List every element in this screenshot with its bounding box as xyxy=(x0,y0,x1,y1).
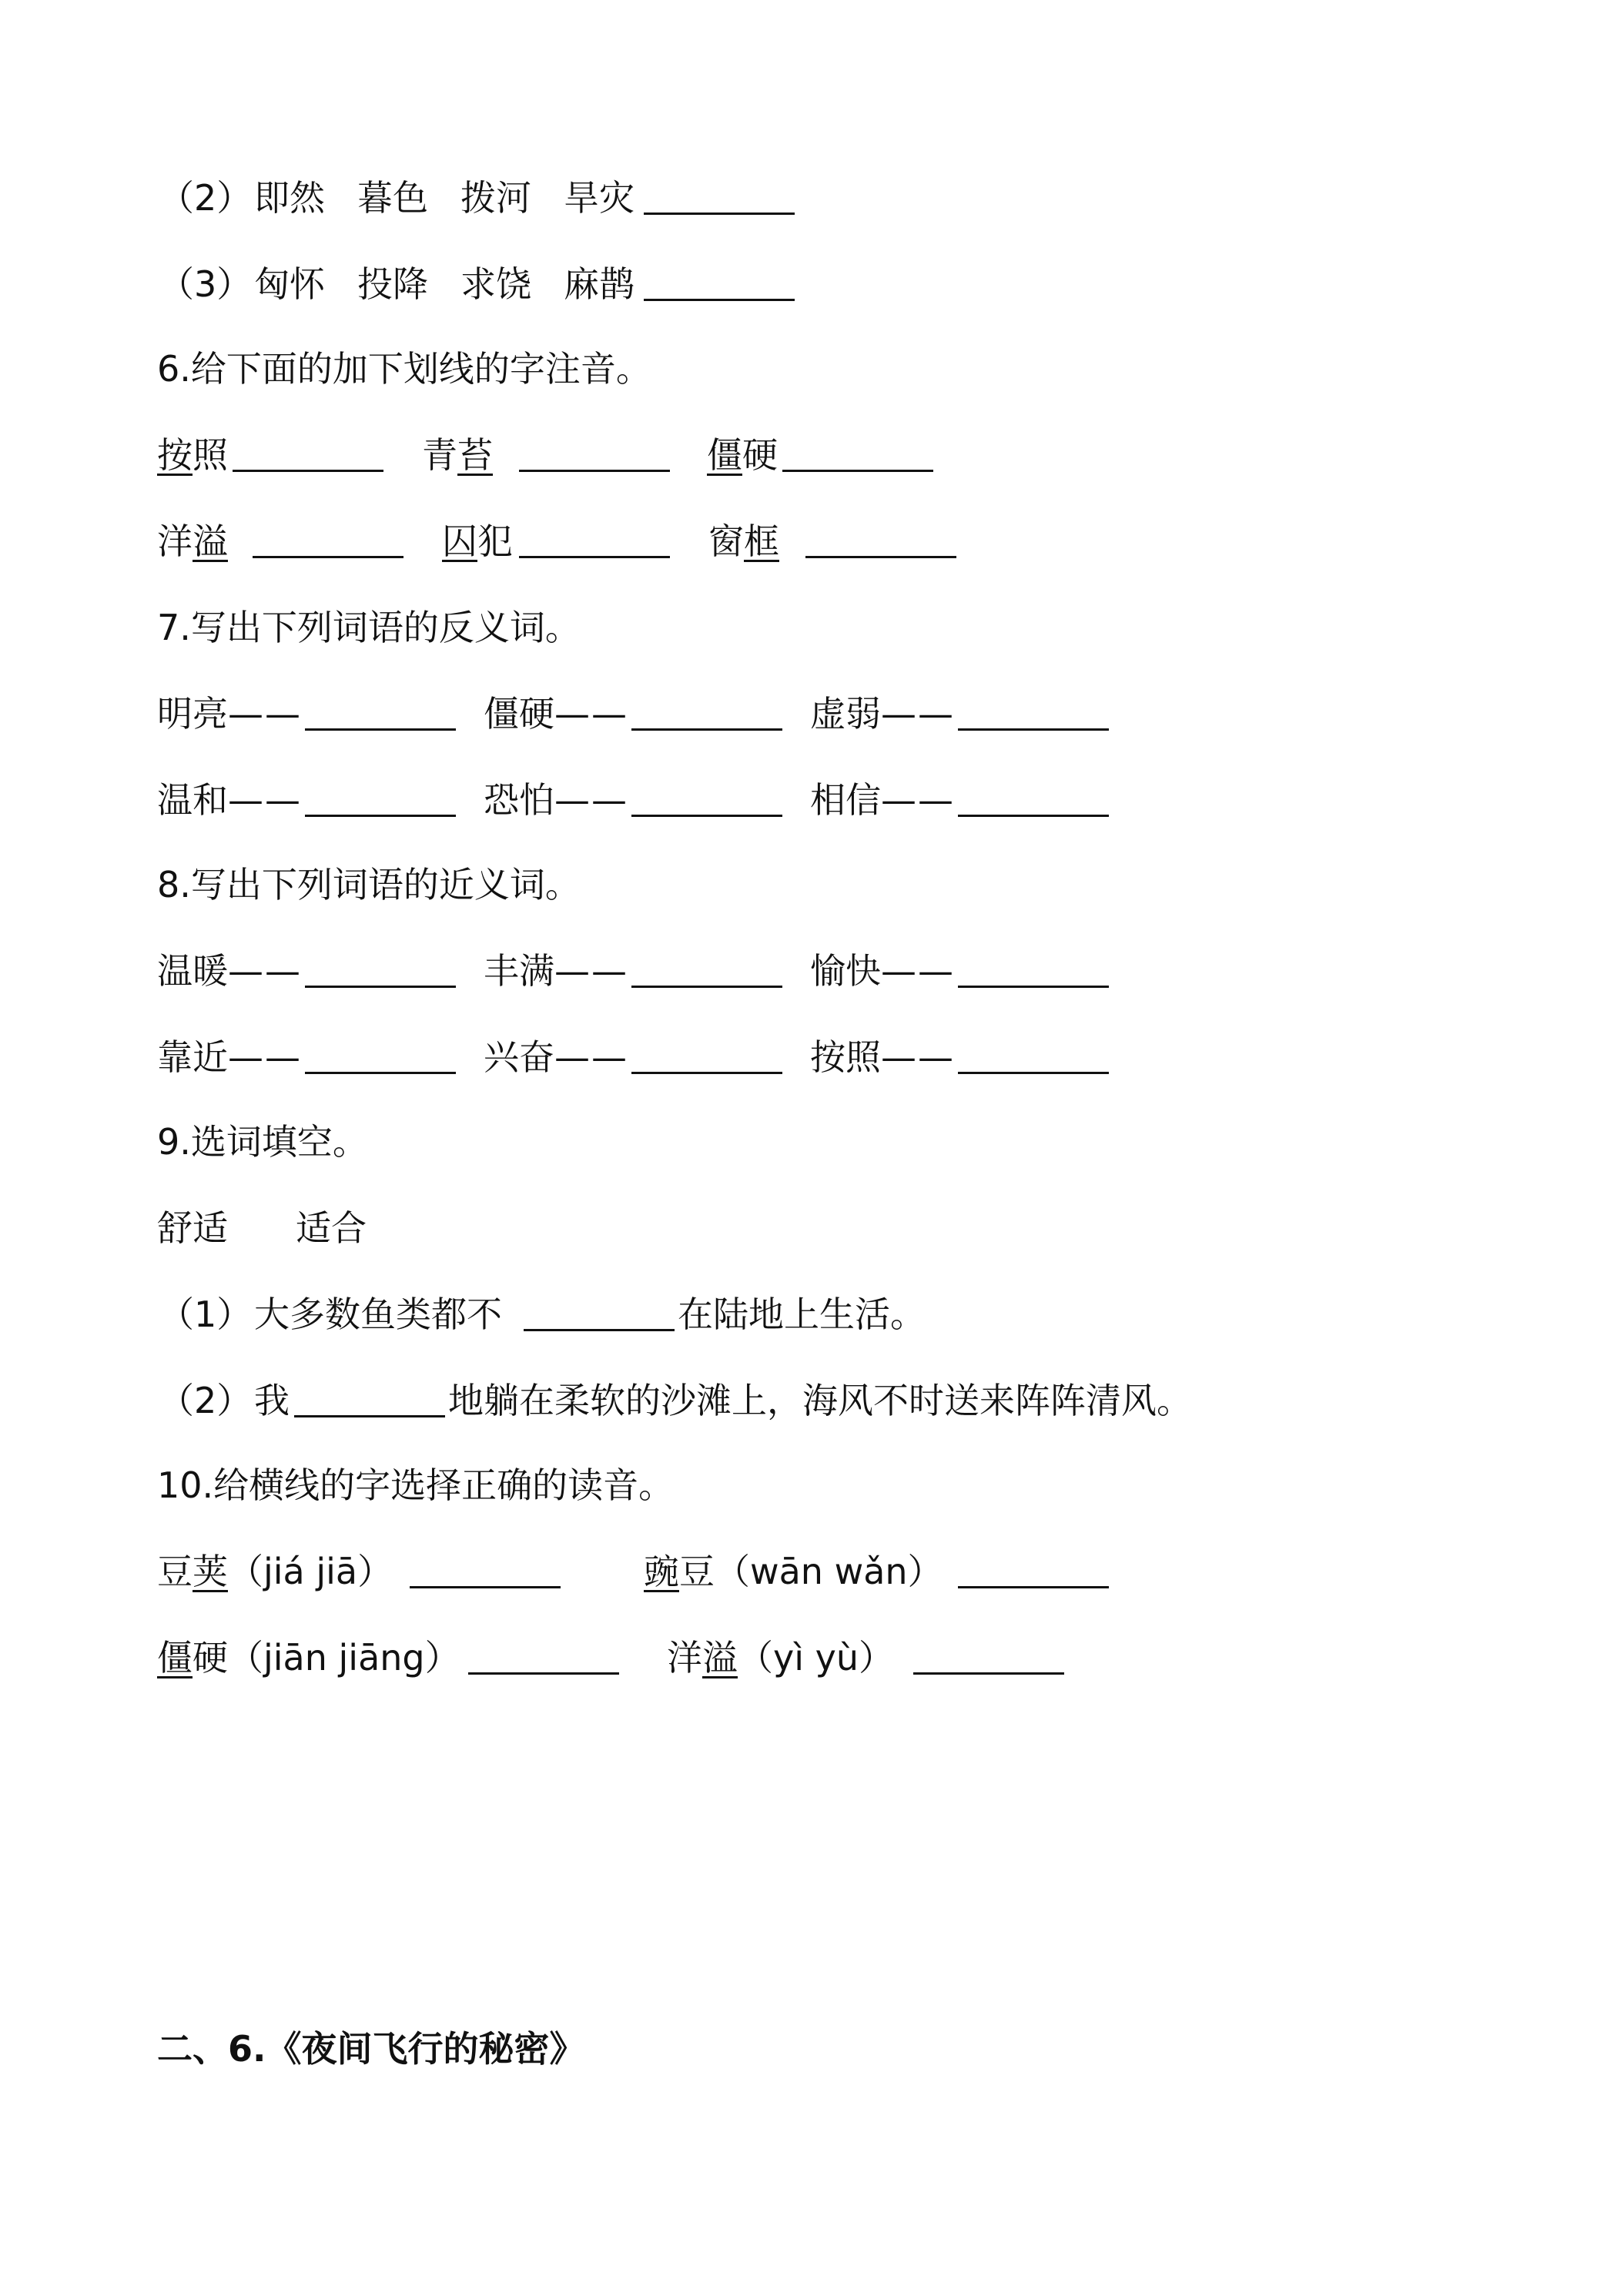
underlined-char: 框 xyxy=(744,520,779,562)
q6-word xyxy=(422,431,493,479)
answer-blank[interactable] xyxy=(958,776,1109,817)
q8-prompt-text: 8.写出下列词语的近义词。 xyxy=(157,864,581,905)
q5-item-3-word-2: 投降 xyxy=(357,263,428,305)
word-pre: 青 xyxy=(422,434,457,476)
q6-word xyxy=(707,431,778,479)
q5-item-3-word-1: 匈怀 xyxy=(254,263,325,305)
pinyin-item xyxy=(644,1548,943,1595)
answer-blank[interactable] xyxy=(913,1634,1064,1675)
underlined-char: 荚 xyxy=(193,1551,228,1592)
sentence-after: 地躺在柔软的沙滩上，海风不时送来阵阵清风。 xyxy=(448,1380,1192,1421)
word-rest: 豆 xyxy=(679,1551,715,1592)
antonym-item xyxy=(810,690,955,738)
pinyin-item xyxy=(157,1634,460,1682)
answer-blank[interactable] xyxy=(305,947,456,988)
q5-item-3-label: （3） xyxy=(159,263,253,305)
word: 虚弱 xyxy=(810,693,881,735)
dash: —— xyxy=(554,1036,628,1078)
dash: —— xyxy=(881,693,955,735)
dash: —— xyxy=(881,1036,955,1078)
word-pre: 洋 xyxy=(667,1637,702,1678)
underlined-char: 按 xyxy=(157,434,193,476)
dash: —— xyxy=(228,1036,302,1078)
word-rest: 犯 xyxy=(477,520,513,562)
dash: —— xyxy=(554,950,628,992)
answer-blank[interactable] xyxy=(631,1033,782,1074)
item-label: （2） xyxy=(159,1380,253,1421)
answer-blank[interactable] xyxy=(631,776,782,817)
answer-blank[interactable] xyxy=(305,690,456,731)
answer-blank[interactable] xyxy=(958,1548,1109,1588)
answer-blank[interactable] xyxy=(519,431,670,472)
underlined-char: 僵 xyxy=(157,1637,193,1678)
word: 温和 xyxy=(157,779,228,821)
dash: —— xyxy=(881,950,955,992)
antonym-item xyxy=(157,690,302,738)
section-heading-text: 二、6.《夜间飞行的秘密》 xyxy=(157,2028,585,2070)
word: 兴奋 xyxy=(484,1036,554,1078)
answer-blank[interactable] xyxy=(233,431,383,472)
underlined-char: 僵 xyxy=(707,434,742,476)
answer-blank[interactable] xyxy=(305,1033,456,1074)
answer-blank[interactable] xyxy=(631,690,782,731)
antonym-item xyxy=(484,690,628,738)
answer-blank[interactable] xyxy=(294,1377,445,1417)
word: 明亮 xyxy=(157,693,228,735)
q5-item-3-word-4: 麻鹊 xyxy=(564,263,635,305)
q7-prompt-text: 7.写出下列词语的反义词。 xyxy=(157,607,581,648)
synonym-item xyxy=(157,947,302,995)
dash: —— xyxy=(554,779,628,821)
word-rest: 硬 xyxy=(193,1637,228,1678)
answer-blank[interactable] xyxy=(782,431,933,472)
word-pre: 洋 xyxy=(157,520,193,562)
word: 愉快 xyxy=(810,950,881,992)
q5-item-2-word-4: 旱灾 xyxy=(564,177,635,219)
word: 恐怕 xyxy=(484,779,554,821)
dash: —— xyxy=(228,693,302,735)
pinyin-options: （wān wǎn） xyxy=(715,1551,943,1592)
underlined-char: 溢 xyxy=(702,1637,738,1678)
answer-blank[interactable] xyxy=(644,174,795,215)
item-label: （1） xyxy=(159,1294,253,1335)
option-word: 舒适 xyxy=(157,1207,228,1249)
antonym-item xyxy=(810,776,955,824)
sentence-after: 在陆地上生活。 xyxy=(678,1294,926,1335)
q6-prompt-text: 6.给下面的加下划线的字注音。 xyxy=(157,348,651,390)
synonym-item xyxy=(810,947,955,995)
answer-blank[interactable] xyxy=(410,1548,561,1588)
underlined-char: 溢 xyxy=(193,520,228,562)
pinyin-item xyxy=(157,1548,393,1595)
word-pre: 窗 xyxy=(708,520,744,562)
q5-item-2-word-1: 即然 xyxy=(254,177,325,219)
q5-item-2-word-3: 拨河 xyxy=(460,177,531,219)
antonym-item xyxy=(484,776,628,824)
sentence-before: 大多数鱼类都不 xyxy=(254,1294,502,1335)
word: 僵硬 xyxy=(484,693,554,735)
dash: —— xyxy=(228,950,302,992)
answer-blank[interactable] xyxy=(631,947,782,988)
q5-item-2-word-2: 暮色 xyxy=(357,177,428,219)
word: 按照 xyxy=(810,1036,881,1078)
word-rest: 照 xyxy=(193,434,228,476)
word-rest: 硬 xyxy=(742,434,778,476)
answer-blank[interactable] xyxy=(524,1290,675,1331)
word: 靠近 xyxy=(157,1036,228,1078)
q6-word xyxy=(708,517,779,565)
pinyin-item xyxy=(667,1634,894,1682)
q10-prompt-text: 10.给横线的字选择正确的读音。 xyxy=(157,1464,675,1506)
answer-blank[interactable] xyxy=(253,517,403,558)
word: 相信 xyxy=(810,779,881,821)
word-pre: 豆 xyxy=(157,1551,193,1592)
q6-word xyxy=(442,517,513,565)
underlined-char: 苔 xyxy=(457,434,493,476)
pinyin-options: （yì yù） xyxy=(738,1637,895,1678)
answer-blank[interactable] xyxy=(519,517,670,558)
option-word: 适合 xyxy=(296,1207,367,1249)
answer-blank[interactable] xyxy=(644,260,795,301)
answer-blank[interactable] xyxy=(468,1634,619,1675)
q5-item-2-label: （2） xyxy=(159,177,253,219)
pinyin-options: （jiān jiāng） xyxy=(228,1637,460,1678)
pinyin-options: （jiá jiā） xyxy=(228,1551,393,1592)
answer-blank[interactable] xyxy=(305,776,456,817)
answer-blank[interactable] xyxy=(958,1033,1109,1074)
answer-blank[interactable] xyxy=(958,690,1109,731)
dash: —— xyxy=(228,779,302,821)
synonym-item xyxy=(810,1033,955,1081)
q6-word xyxy=(157,517,228,565)
q6-word xyxy=(157,431,228,479)
dash: —— xyxy=(554,693,628,735)
answer-blank[interactable] xyxy=(805,517,956,558)
dash: —— xyxy=(881,779,955,821)
antonym-item xyxy=(157,776,302,824)
q9-prompt-text: 9.选词填空。 xyxy=(157,1121,368,1163)
synonym-item xyxy=(484,1033,628,1081)
underlined-char: 囚 xyxy=(442,520,477,562)
sentence-before: 我 xyxy=(254,1380,290,1421)
synonym-item xyxy=(157,1033,302,1081)
word: 温暖 xyxy=(157,950,228,992)
q5-item-3-word-3: 求饶 xyxy=(460,263,531,305)
synonym-item xyxy=(484,947,628,995)
underlined-char: 豌 xyxy=(644,1551,679,1592)
answer-blank[interactable] xyxy=(958,947,1109,988)
word: 丰满 xyxy=(484,950,554,992)
